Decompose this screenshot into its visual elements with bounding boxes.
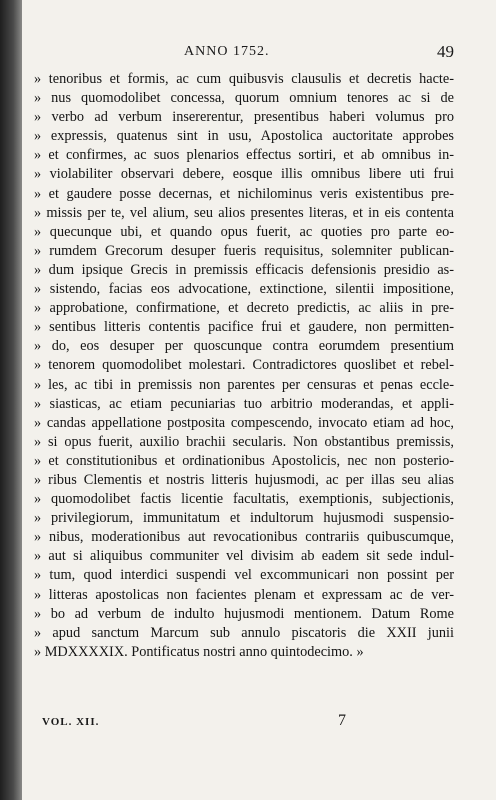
binding-gutter-shadow [0,0,22,800]
text-line: » quomodolibet factis licentie facultatis, exemptionis, subjectionis, [34,491,454,508]
text-line: » rumdem Grecorum desuper fueris requisitus, solemniter publican- [34,242,454,259]
book-page [22,0,496,800]
text-line: » bo ad verbum de indulto hujusmodi mentionem. Datum Rome [34,605,454,622]
text-line: » quecunque ubi, et quando opus fuerit, ac quoties pro parte eo- [34,223,454,240]
running-head: ANNO 1752. [184,44,270,59]
page-number: 49 [437,42,454,61]
text-line: » violabiliter observari debere, eosque illis omnibus libere uti frui [34,166,454,183]
text-line: » missis per te, vel alium, seu alios presentes literas, et in eis contenta [34,204,454,221]
text-line: » nibus, moderationibus aut revocationibus contrariis quibuscumque, [34,529,454,546]
text-line: » et confirmes, ac suos plenarios effectus sortiri, et ab omnibus in- [34,147,454,164]
volume-signature: VOL. XII. [42,716,100,728]
text-line: » les, ac tibi in premissis non parentes per censuras et penas eccle- [34,376,454,393]
text-line: » dum ipsique Grecis in premissis efficacis defensionis presidio as- [34,261,454,278]
text-line: » tenoribus et formis, ac cum quibusvis clausulis et decretis hacte- [34,71,454,87]
text-line: » tum, quod interdici suspendi vel excommunicari non possint per [34,567,454,584]
text-line: » aut si aliquibus communiter vel divisim ab eadem sit sede indul- [34,548,454,565]
text-line: » approbatione, confirmatione, et decreto predictis, ac aliis in pre- [34,300,454,317]
text-line: » ribus Clementis et nostris litteris hujusmodi, ac per illas seu alias [34,471,454,488]
text-line: » si opus fuerit, auxilio brachii secularis. Non obstantibus premissis, [34,433,454,450]
text-line: » verbo ad verbum insererentur, presentibus haberi volumus pro [34,109,454,126]
text-line: » siasticas, ac etiam pecuniarias tuo arbitrio moderandas, et appli- [34,395,454,412]
page-footer [22,712,496,736]
signature-folio: 7 [338,712,346,729]
text-line: » do, eos desuper per quoscunque contra eorumdem presentium [34,338,454,355]
text-line: » tenorem quomodolibet molestari. Contradictores quoslibet et rebel- [34,357,454,374]
text-line: » sistendo, facias eos advocatione, extinctione, silentii impositione, [34,281,454,298]
text-line: » sentibus litteris contentis pacifice frui et gaudere, non permitten- [34,319,454,336]
text-line-final: » MDXXXXIX. Pontificatus nostri anno quintodecimo. » [34,643,364,660]
text-line: » privilegiorum, immunitatum et indultorum hujusmodi suspensio- [34,510,454,527]
text-line: » expressis, quatenus sint in usu, Apostolica auctoritate approbes [34,128,454,145]
text-line: » et gaudere posse decernas, et nichilominus veris existentibus pre- [34,185,454,202]
text-line: » et constitutionibus et ordinationibus Apostolicis, nec non posterio- [34,452,454,469]
text-line: » litteras apostolicas non facientes plenam et expressam ac de ver- [34,586,454,603]
text-line: » apud sanctum Marcum sub annulo piscatoris die XXII junii [34,624,454,641]
page-header [22,40,496,66]
text-line: » nus quomodolibet concessa, quorum omnium tenores ac si de [34,90,454,107]
body-text [34,70,454,662]
text-line: » candas appellatione postposita compescendo, invocato etiam ad hoc, [34,414,454,431]
